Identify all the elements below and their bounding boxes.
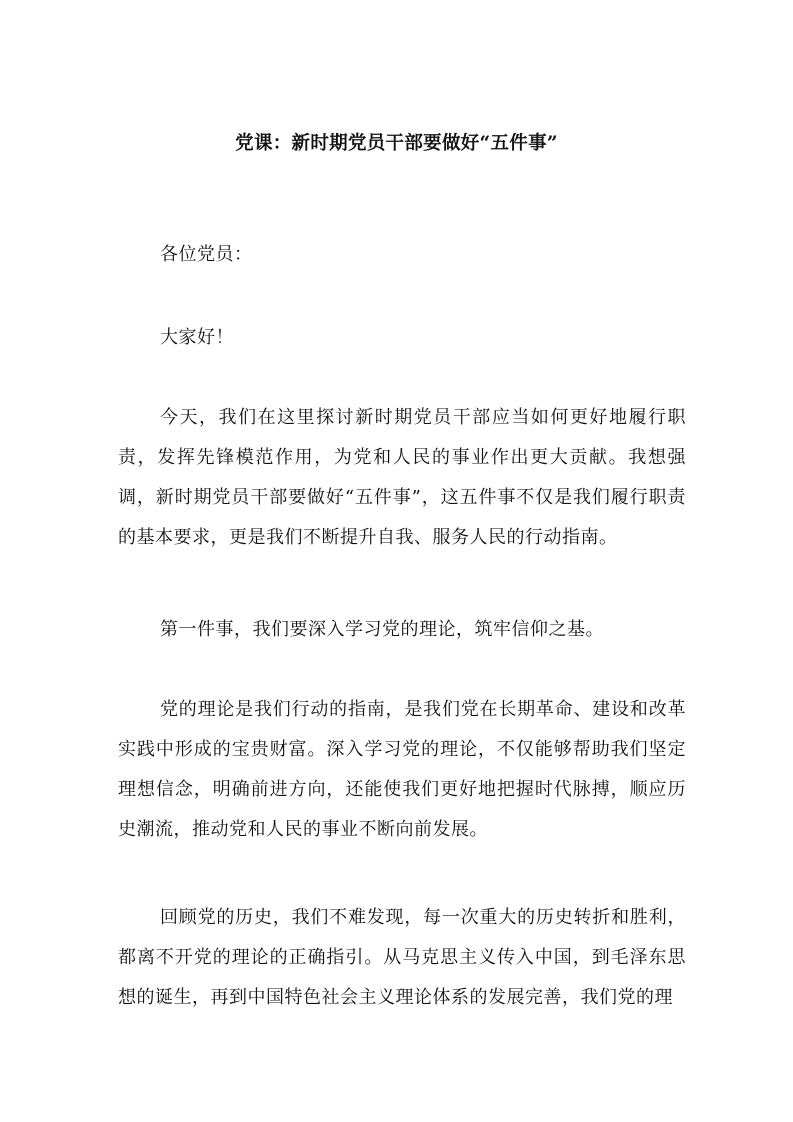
first-item-paragraph: 第一件事，我们要深入学习党的理论，筑牢信仰之基。 [160,619,604,640]
intro-paragraph: 今天，我们在这里探讨新时期党员干部应当如何更好地履行职责，发挥先锋模范作用，为党和人民的事业作出更大贡献。我想强调，新时期党员干部要做好“五件事”，这五件事不仅是我们履行职责的基本要求，更是我们不断提升自我、服务人民的行动指南。 [118,407,686,548]
theory-paragraph: 党的理论是我们行动的指南，是我们党在长期革命、建设和改革实践中形成的宝贵财富。深入学习党的理论，不仅能够帮助我们坚定理想信念，明确前进方向，还能使我们更好地把握时代脉搏，顺应历史潮流，推动党和人民的事业不断向前发展。 [118,699,686,840]
document-title: 党课：新时期党员干部要做好“五件事” [235,133,558,154]
review-paragraph: 回顾党的历史，我们不难发现，每一次重大的历史转折和胜利，都离不开党的理论的正确指引。从马克思主义传入中国，到毛泽东思想的诞生，再到中国特色社会主义理论体系的发展完善，我们党的理 [118,907,686,1008]
greeting-paragraph: 各位党员： [160,244,253,265]
hello-paragraph: 大家好！ [160,327,234,348]
